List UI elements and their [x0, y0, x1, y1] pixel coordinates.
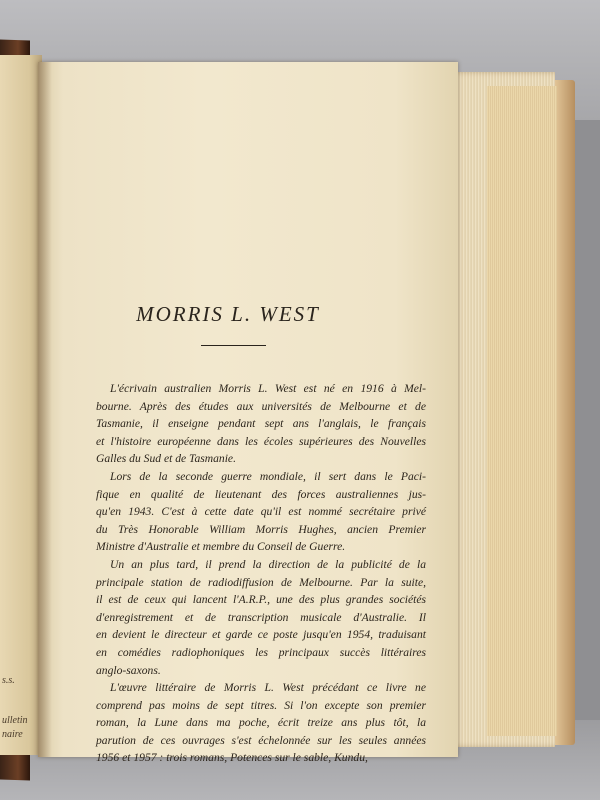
text-line: et l'histoire européenne dans les écoles supérieures des Nouvelles — [96, 434, 426, 448]
text-line: parution de ces ouvrages s'est échelonnée sur les seules années — [96, 733, 426, 747]
text-line: il est de ceux qui lancent l'A.R.P., une des plus grandes sociétés — [96, 593, 426, 607]
text-line: en devient le directeur et garde ce poste jusqu'en 1954, traduisant — [96, 628, 426, 642]
text-line: Galles du Sud et de Tasmanie. — [96, 452, 236, 466]
left-page-edge — [0, 55, 42, 755]
text-line: principale station de radiodiffusion de Melbourne. Par la suite, — [96, 575, 426, 589]
body-text — [96, 380, 426, 767]
text-line: comprend pas moins de sept titres. Si l'on excepte son premier — [96, 698, 426, 712]
page-title: MORRIS L. WEST — [136, 302, 320, 326]
left-page-fragment: s.s. — [2, 675, 15, 686]
left-page-fragment: ulletin — [2, 715, 28, 726]
text-line: L'œuvre littéraire de Morris L. West précédant ce livre ne — [110, 681, 426, 695]
title-rule — [201, 345, 266, 346]
text-line: Ministre d'Australie et membre du Conseil de Guerre. — [96, 540, 346, 554]
paragraph — [96, 380, 426, 468]
text-line: en comédies radiophoniques les principaux succès littéraires — [96, 645, 426, 659]
text-line: Lors de la seconde guerre mondiale, il sert dans le Paci- — [110, 469, 426, 483]
text-line: Un an plus tard, il prend la direction de la publicité de la — [110, 557, 426, 571]
text-line: fique en qualité de lieutenant des forces australiennes jus- — [96, 487, 426, 501]
text-line: d'enregistrement et de transcription musicale d'Australie. Il — [96, 610, 426, 624]
text-line: 1956 et 1957 : trois romans, Potences sur le sable, Kundu, — [96, 751, 368, 765]
text-line: L'écrivain australien Morris L. West est né en 1916 à Mel- — [110, 382, 426, 395]
gutter-shadow — [38, 62, 52, 757]
book-page — [38, 62, 458, 765]
left-page-fragment: naire — [2, 729, 23, 740]
paragraph — [96, 556, 426, 679]
text-line: Tasmanie, il enseigne pendant sept ans l'anglais, le français — [96, 417, 426, 431]
text-line: roman, la Lune dans ma poche, écrit treize ans plus tôt, la — [96, 716, 426, 730]
paragraph — [96, 679, 426, 767]
page-edges — [487, 86, 557, 736]
text-line: bourne. Après des études aux universités de Melbourne et de — [96, 399, 426, 413]
paragraph — [96, 468, 426, 556]
text-line: anglo-saxons. — [96, 663, 161, 677]
text-line: du Très Honorable William Morris Hughes, ancien Premier — [96, 522, 426, 536]
text-line: qu'en 1943. C'est à cette date qu'il est nommé secrétaire privé — [96, 505, 426, 519]
